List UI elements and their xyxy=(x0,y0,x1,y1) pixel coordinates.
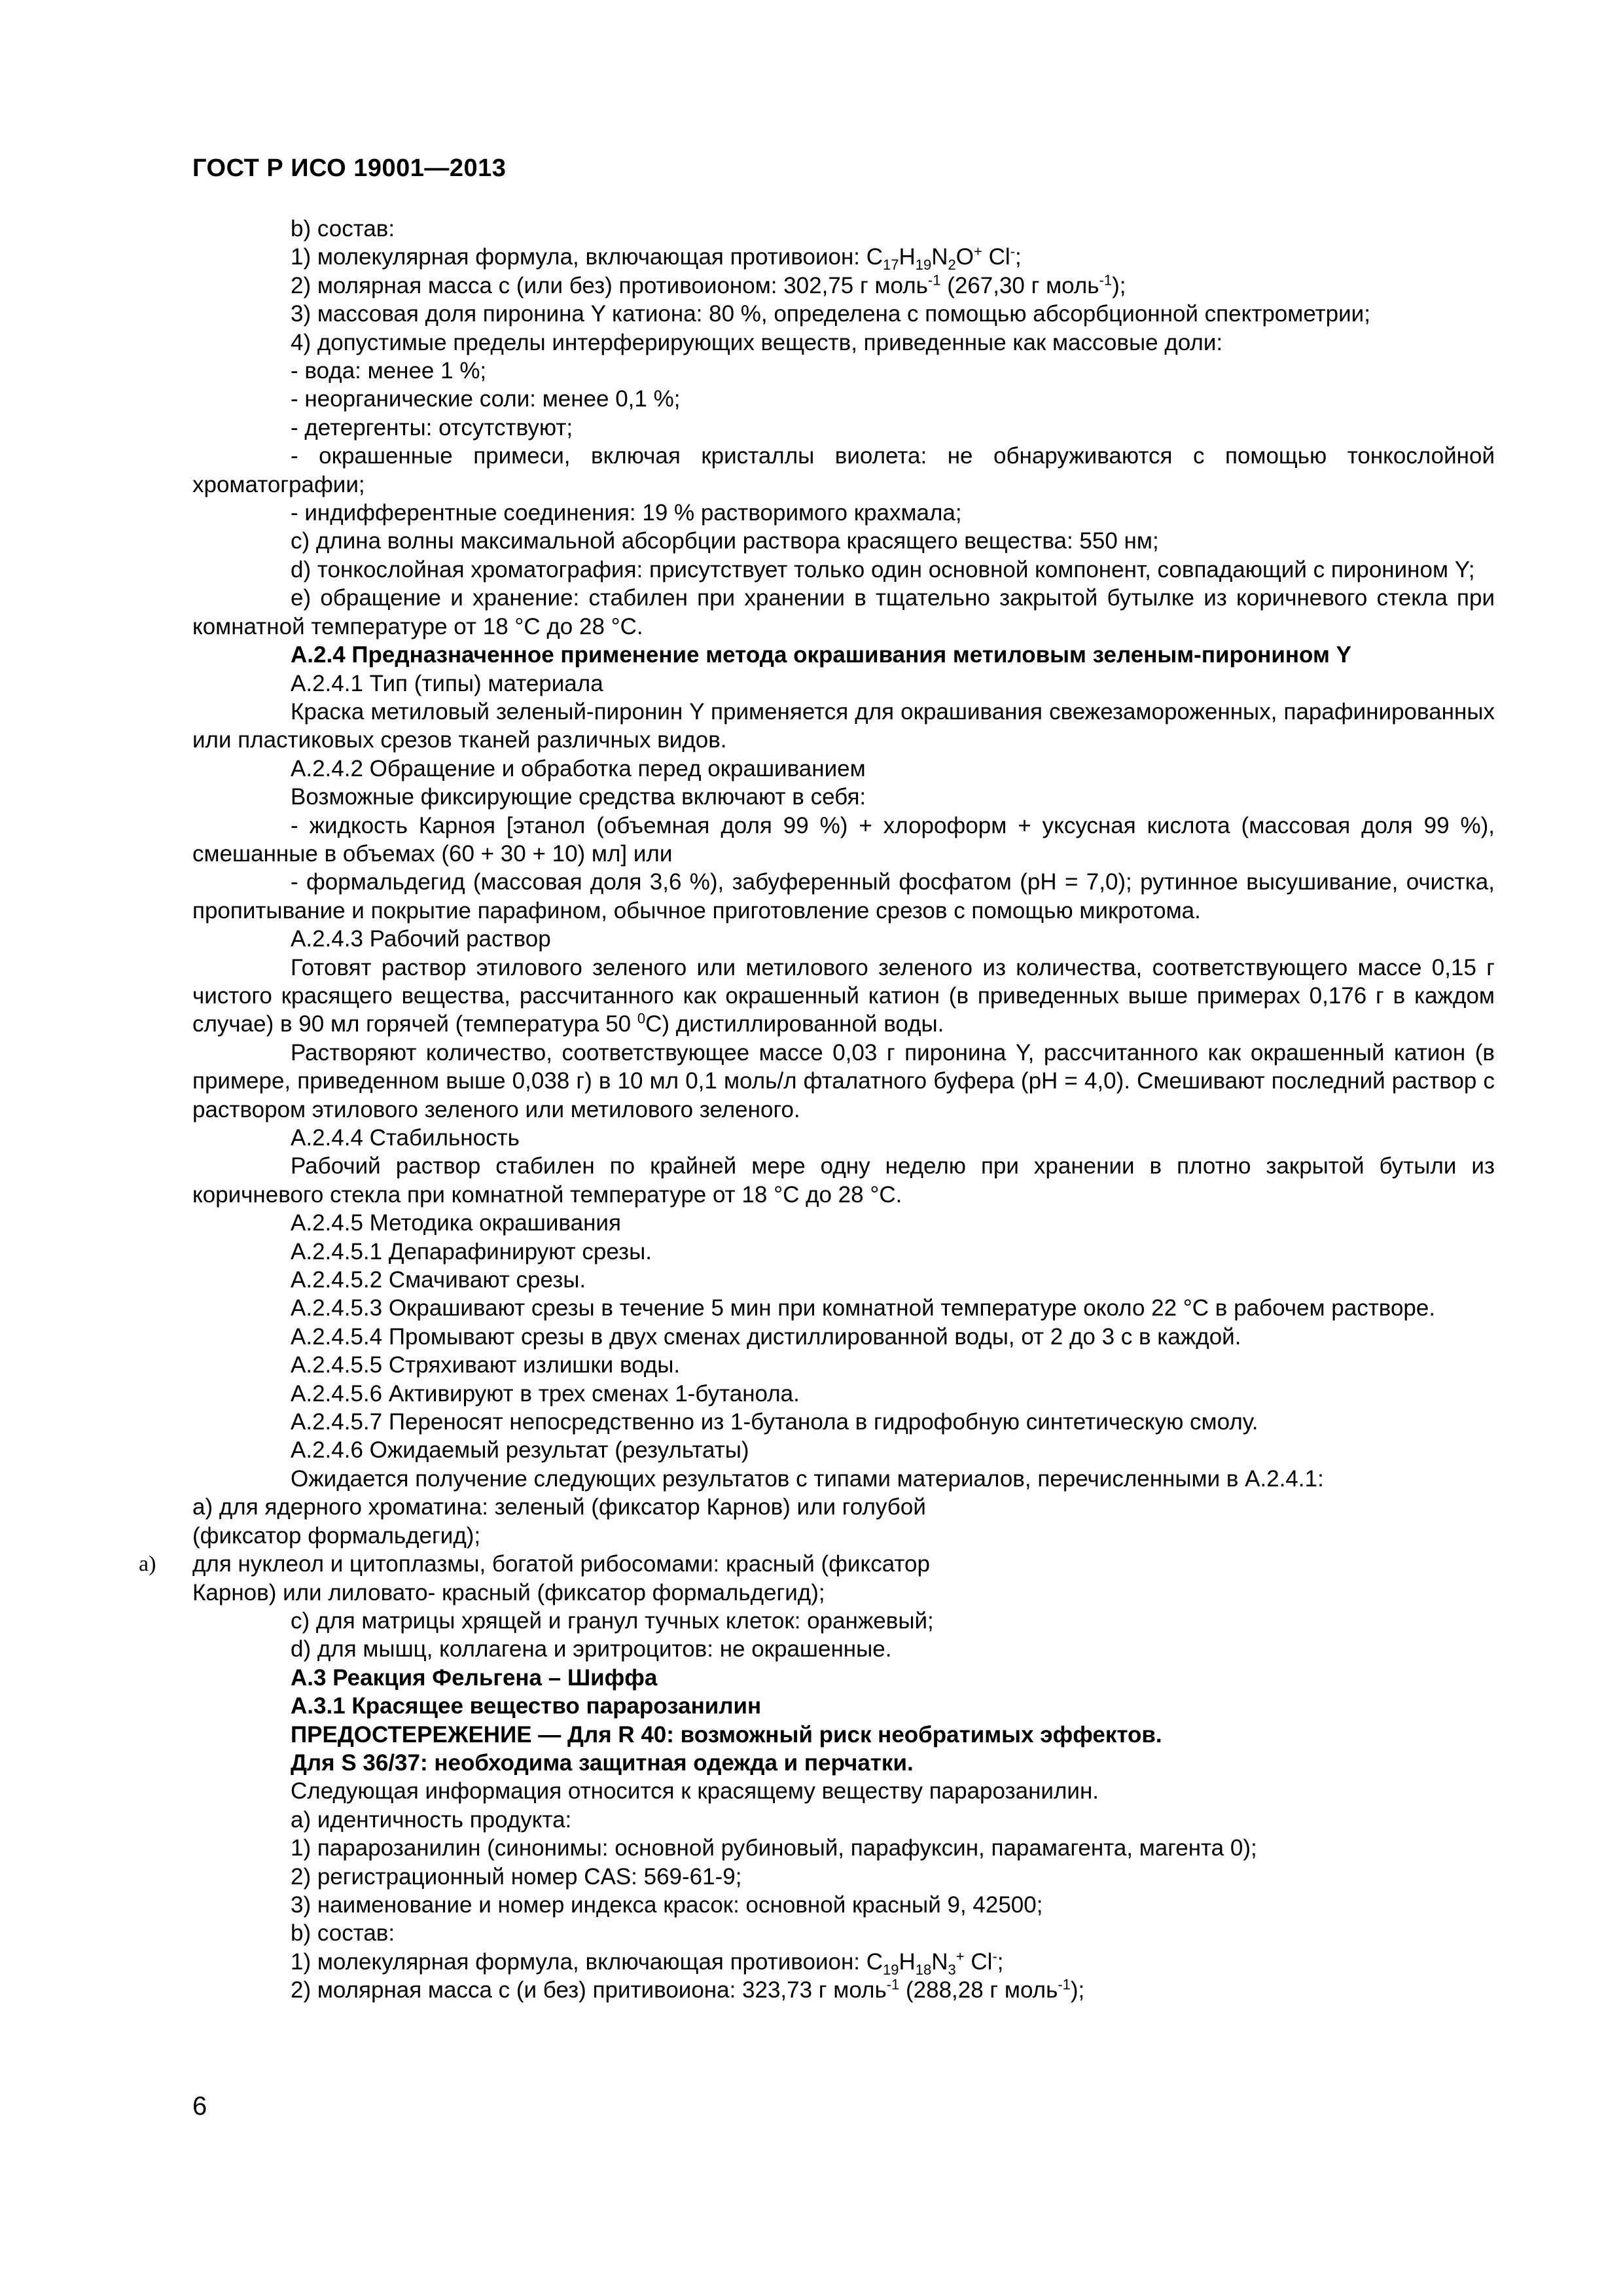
paragraph: c) длина волны максимальной абсорбции раствора красящего вещества: 550 нм; xyxy=(291,528,1159,554)
paragraph: - вода: менее 1 %; xyxy=(291,358,487,384)
paragraph: 2) регистрационный номер CAS: 569-61-9; xyxy=(291,1863,742,1890)
paragraph: 1) парарозанилин (синонимы: основной рубиновый, парафуксин, парамагента, магента 0); xyxy=(291,1835,1257,1861)
paragraph: - индифферентные соединения: 19 % растворимого крахмала; xyxy=(291,500,962,526)
section-heading: А.3 Реакция Фельгена – Шиффа xyxy=(291,1664,658,1691)
list-item: a) для нуклеол и цитоплазмы, богатой рибосомами: красный (фиксатор xyxy=(192,1550,1495,1578)
subsection-heading: А.2.4.2 Обращение и обработка перед окрашиванием xyxy=(291,755,866,781)
paragraph: Готовят раствор этилового зеленого или метилового зеленого из количества, соответствующего массе 0,15 г чистого красящего вещества, рассчитанного как окрашенный катион (в приведенных выше примерах 0,176 г в каждом случае) в 90 мл горячей (температура 50 $^0$С) дистиллированной воды. xyxy=(192,954,1495,1037)
paragraph: - неорганические соли: менее 0,1 %; xyxy=(291,386,681,412)
paragraph: b) состав: xyxy=(291,1920,395,1946)
subsection-heading: А.2.4.5 Методика окрашивания xyxy=(291,1210,621,1236)
paragraph: Растворяют количество, соответствующее массе 0,03 г пиронина Y, рассчитанного как окрашенный катион (в примере, приведенном выше 0,038 г) в 10 мл 0,1 моль/л фталатного буфера (рН = 4,0). Смешивают последний раствор с раствором этилового зеленого или метилового зеленого. xyxy=(192,1039,1495,1122)
section-heading: А.2.4 Предназначенное применение метода окрашивания метиловым зеленым-пиронином Y xyxy=(291,642,1351,668)
paragraph-formula: 1) молекулярная формула, включающая противоион: $С_{19}Н_{18}N_3^+$ Cl-; xyxy=(291,1948,1004,1978)
paragraph: А.2.4.5.2 Смачивают срезы. xyxy=(291,1267,586,1293)
paragraph: - формальдегид (массовая доля 3,6 %), забуференный фосфатом (рН = 7,0); рутинное высушивание, очистка, пропитывание и покрытие парафином, обычное приготовление срезов с помощью микротома. xyxy=(192,869,1495,924)
subsection-heading: А.2.4.1 Тип (типы) материала xyxy=(291,670,603,696)
paragraph: b) состав: xyxy=(291,216,395,242)
list-item: d) для мышц, коллагена и эритроцитов: не окрашенные. xyxy=(291,1636,892,1662)
paragraph: d) тонкослойная хроматография: присутствует только один основной компонент, совпадающий с пиронином Y; xyxy=(291,556,1475,583)
paragraph-formula: 1) молекулярная формула, включающая противоион: $С_{17}Н_{19}N_2O^+$ Cl-; xyxy=(291,243,1022,274)
warning-text: ПРЕДОСТЕРЕЖЕНИЕ — Для R 40: возможный риск необратимых эффектов. xyxy=(291,1721,1162,1748)
paragraph-molar-mass: 2) молярная масса с (или без) противоионом: 302,75 г моль$^{-1}$ (267,30 г моль$^{-1}$); xyxy=(291,272,1126,298)
subsection-heading: А.3.1 Красящее вещество парарозанилин xyxy=(291,1693,762,1719)
warning-text: Для S 36/37: необходима защитная одежда и перчатки. xyxy=(291,1749,914,1776)
paragraph: Возможные фиксирующие средства включают в себя: xyxy=(291,784,866,810)
paragraph: А.2.4.5.3 Окрашивают срезы в течение 5 мин при комнатной температуре около 22 °С в рабочем растворе. xyxy=(291,1295,1436,1321)
paragraph-molar-mass: 2) молярная масса с (и без) притивоиона: 323,73 г моль$^{-1}$ (288,28 г моль$^{-1}$); xyxy=(291,1976,1085,2003)
paragraph: А.2.4.5.6 Активируют в трех сменах 1-бутанола. xyxy=(291,1380,800,1407)
paragraph: - жидкость Карноя [этанол (объемная доля 99 %) + хлороформ + уксусная кислота (массовая доля 99 %), смешанные в объемах (60 + 30 + 10) мл] или xyxy=(192,812,1495,867)
list-item: a) для ядерного хроматина: зеленый (фиксатор Карнов) или голубой xyxy=(192,1494,926,1520)
paragraph: А.2.4.5.7 Переносят непосредственно из 1-бутанола в гидрофобную синтетическую смолу. xyxy=(291,1409,1258,1435)
paragraph: 3) наименование и номер индекса красок: основной красный 9, 42500; xyxy=(291,1892,1043,1918)
list-item-continuation: (фиксатор формальдегид); xyxy=(192,1522,481,1549)
subsection-heading: А.2.4.3 Рабочий раствор xyxy=(291,926,551,952)
paragraph: А.2.4.5.5 Стряхивают излишки воды. xyxy=(291,1352,681,1378)
subsection-heading: А.2.4.4 Стабильность xyxy=(291,1125,520,1151)
list-marker: a) xyxy=(139,1552,156,1577)
page-number: 6 xyxy=(192,2092,207,2121)
paragraph: Рабочий раствор стабилен по крайней мере одну неделю при хранении в плотно закрытой бутыли из коричневого стекла при комнатной температуре от 18 °С до 28 °С. xyxy=(192,1153,1495,1208)
paragraph: Следующая информация относится к красящему веществу парарозанилин. xyxy=(291,1778,1099,1804)
paragraph: А.2.4.5.1 Депарафинируют срезы. xyxy=(291,1238,652,1265)
subsection-heading: А.2.4.6 Ожидаемый результат (результаты) xyxy=(291,1437,749,1463)
document-body xyxy=(139,215,1495,2005)
paragraph: a) идентичность продукта: xyxy=(291,1806,572,1833)
document-header: ГОСТ Р ИСО 19001—2013 xyxy=(192,154,507,182)
list-item: c) для матрицы хрящей и гранул тучных клеток: оранжевый; xyxy=(291,1607,934,1634)
paragraph: 3) массовая доля пиронина Y катиона: 80 %, определена с помощью абсорбционной спектрометрии; xyxy=(291,301,1370,327)
paragraph: - окрашенные примеси, включая кристаллы виолета: не обнаруживаются с помощью тонкослойной хроматографии; xyxy=(192,443,1495,497)
list-item-continuation: Карнов) или лиловато- красный (фиксатор формальдегид); xyxy=(192,1579,825,1605)
paragraph: Ожидается получение следующих результатов с типами материалов, перечисленными в А.2.4.1: xyxy=(291,1465,1324,1492)
paragraph: e) обращение и хранение: стабилен при хранении в тщательно закрытой бутылке из коричневого стекла при комнатной температуре от 18 °С до 28 °С. xyxy=(192,585,1495,639)
paragraph: А.2.4.5.4 Промывают срезы в двух сменах дистиллированной воды, от 2 до 3 с в каждой. xyxy=(291,1323,1241,1350)
paragraph: 4) допустимые пределы интерферирующих веществ, приведенные как массовые доли: xyxy=(291,329,1223,355)
paragraph: Краска метиловый зеленый-пиронин Y применяется для окрашивания свежезамороженных, парафинированных или пластиковых срезов тканей различных видов. xyxy=(192,698,1495,753)
paragraph: - детергенты: отсутствуют; xyxy=(291,414,573,440)
